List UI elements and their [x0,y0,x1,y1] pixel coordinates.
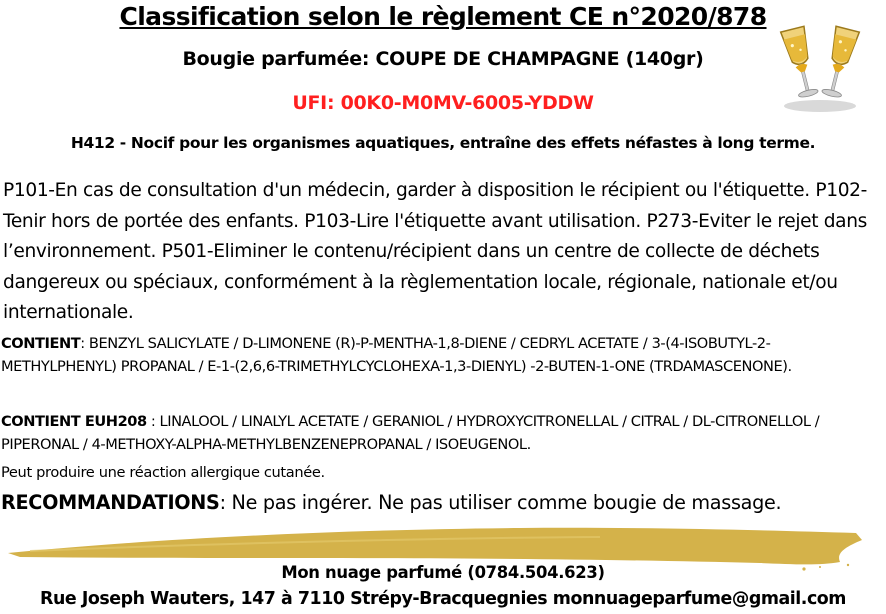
ufi-code: UFI: 00K0-M0MV-6005-YDDW [292,92,594,114]
hazard-statement: H412 - Nocif pour les organismes aquatiques, entraîne des effets néfastes à long terme. [70,134,816,152]
contains-label: CONTIENT [1,335,81,352]
contains-euh208-label: CONTIENT EUH208 [1,413,147,430]
page-title: Classification selon le règlement CE n°2020/878 [119,2,767,31]
contains-euh208 [1,410,885,457]
contains-euh208-text: : LINALOOL / LINALYL ACETATE / GERANIOL / HYDROXYCITRONELLAL / CITRAL / DL-CITRONELLOL / PIPERONAL / 4-METHOXY-ALPHA-METHYLBENZENEPROPANAL / ISOEUGENOL. [1,413,820,454]
contains-ingredients [1,332,885,379]
contains-text: : BENZYL SALICYLATE / D-LIMONENE (R)-P-MENTHA-1,8-DIENE / CEDRYL ACETATE / 3-(4-ISOBUTYL-2-METHYLPHENYL) PROPANAL / E-1-(2,6,6-TRIMETHYLCYCLOHEXA-1,3-DIENYL) -2-BUTEN-1-ONE (TRDAMASCENONE). [1,335,792,376]
recommendations [1,488,885,518]
recommendations-label: RECOMMANDATIONS [1,491,220,514]
recommendations-text: : Ne pas ingérer. Ne pas utiliser comme bougie de massage. [219,491,782,514]
champagne-glasses-icon [770,22,870,114]
precautionary-statements: P101-En cas de consultation d'un médecin, garder à disposition le récipient ou l'étiquette. P102-Tenir hors de portée des enfants. P103-Lire l'étiquette avant utilisation. P273-Eviter le rejet dans l’environnement. P501-Eliminer le contenu/récipient dans un centre de collecte de déchets dangereux ou spéciaux, conformément à la règlementation locale, régionale, nationale et/ou internationale. [3,180,868,323]
allergy-note: Peut produire une réaction allergique cutanée. [1,464,325,481]
company-address: Rue Joseph Wauters, 147 à 7110 Strépy-Bracquegnies monnuageparfume@gmail.com [40,589,846,609]
product-name: Bougie parfumée: COUPE DE CHAMPAGNE (140gr) [182,48,704,70]
company-name: Mon nuage parfumé (0784.504.623) [281,563,605,582]
